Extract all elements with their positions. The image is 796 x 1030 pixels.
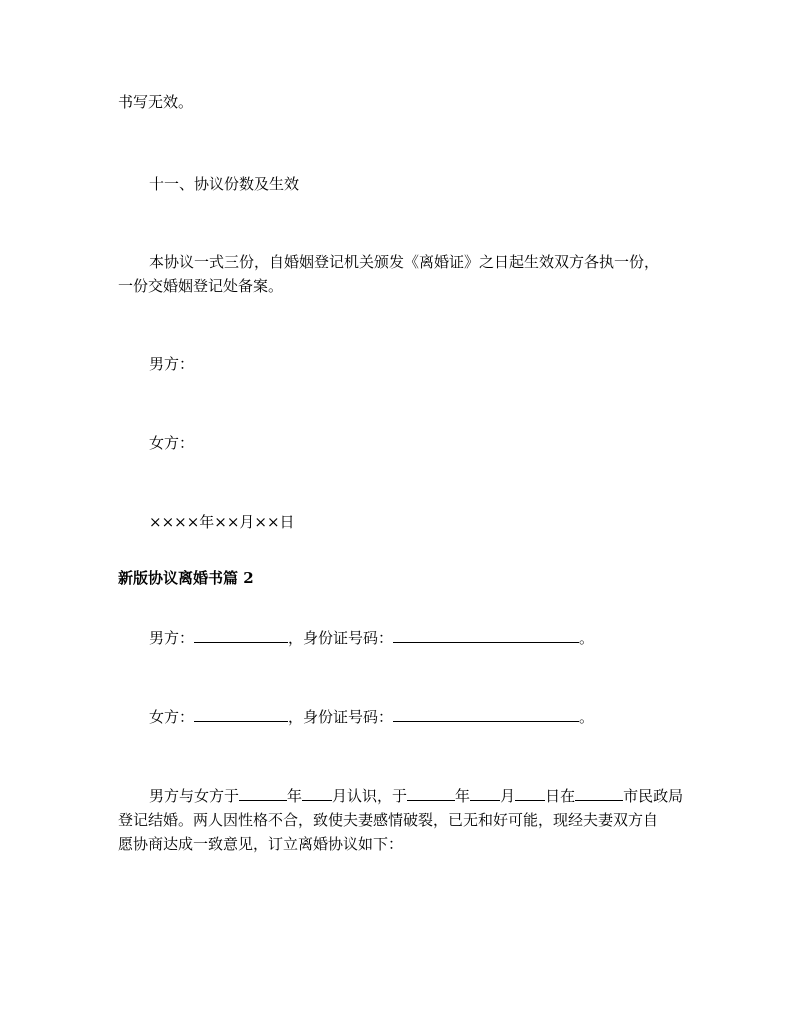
female-id-blank [393,707,579,722]
male-party-line [149,626,594,650]
female-name-blank [194,707,288,722]
section-body-line2: 一份交婚姻登记处备案。 [118,277,284,295]
document-title: 新版协议离婚书篇 2 [118,569,254,587]
intro-line3: 愿协商达成一致意见，订立离婚协议如下： [118,835,404,853]
male-id-blank [393,628,579,643]
intro-line2: 登记结婚。两人因性格不合，致使夫妻感情破裂，已无和好可能，现经夫妻双方自 [118,811,659,829]
intro-bureau: 市民政局 [623,787,684,805]
female-label: 女方： [149,708,195,726]
male-signature-label: 男方： [149,355,195,373]
meet-year-blank [239,786,287,801]
male-name-blank [194,628,288,643]
city-blank [575,786,623,801]
female-party-line [149,705,594,729]
section-body-line1: 本协议一式三份，自婚姻登记机关颁发《离婚证》之日起生效双方各执一份， [149,253,660,271]
intro-day-at: 日在 [545,787,576,805]
male-line-end: 。 [579,629,595,647]
marry-month-blank [470,786,500,801]
signature-date: ××××年××月××日 [149,513,295,531]
female-signature-label: 女方： [149,434,195,452]
male-id-label: ，身份证号码： [288,629,394,647]
intro-year: 年 [287,787,303,805]
female-line-end: 。 [579,708,595,726]
marry-day-blank [515,786,545,801]
intro-month-know: 月认识，于 [332,787,408,805]
marry-year-blank [407,786,455,801]
female-id-label: ，身份证号码： [288,708,394,726]
intro-year-2: 年 [455,787,471,805]
intro-line1 [149,784,683,808]
male-label: 男方： [149,629,195,647]
section-heading: 十一、协议份数及生效 [149,175,300,193]
prev-paragraph-end: 书写无效。 [118,93,194,111]
meet-month-blank [302,786,332,801]
intro-text: 男方与女方于 [149,787,240,805]
intro-month: 月 [500,787,516,805]
